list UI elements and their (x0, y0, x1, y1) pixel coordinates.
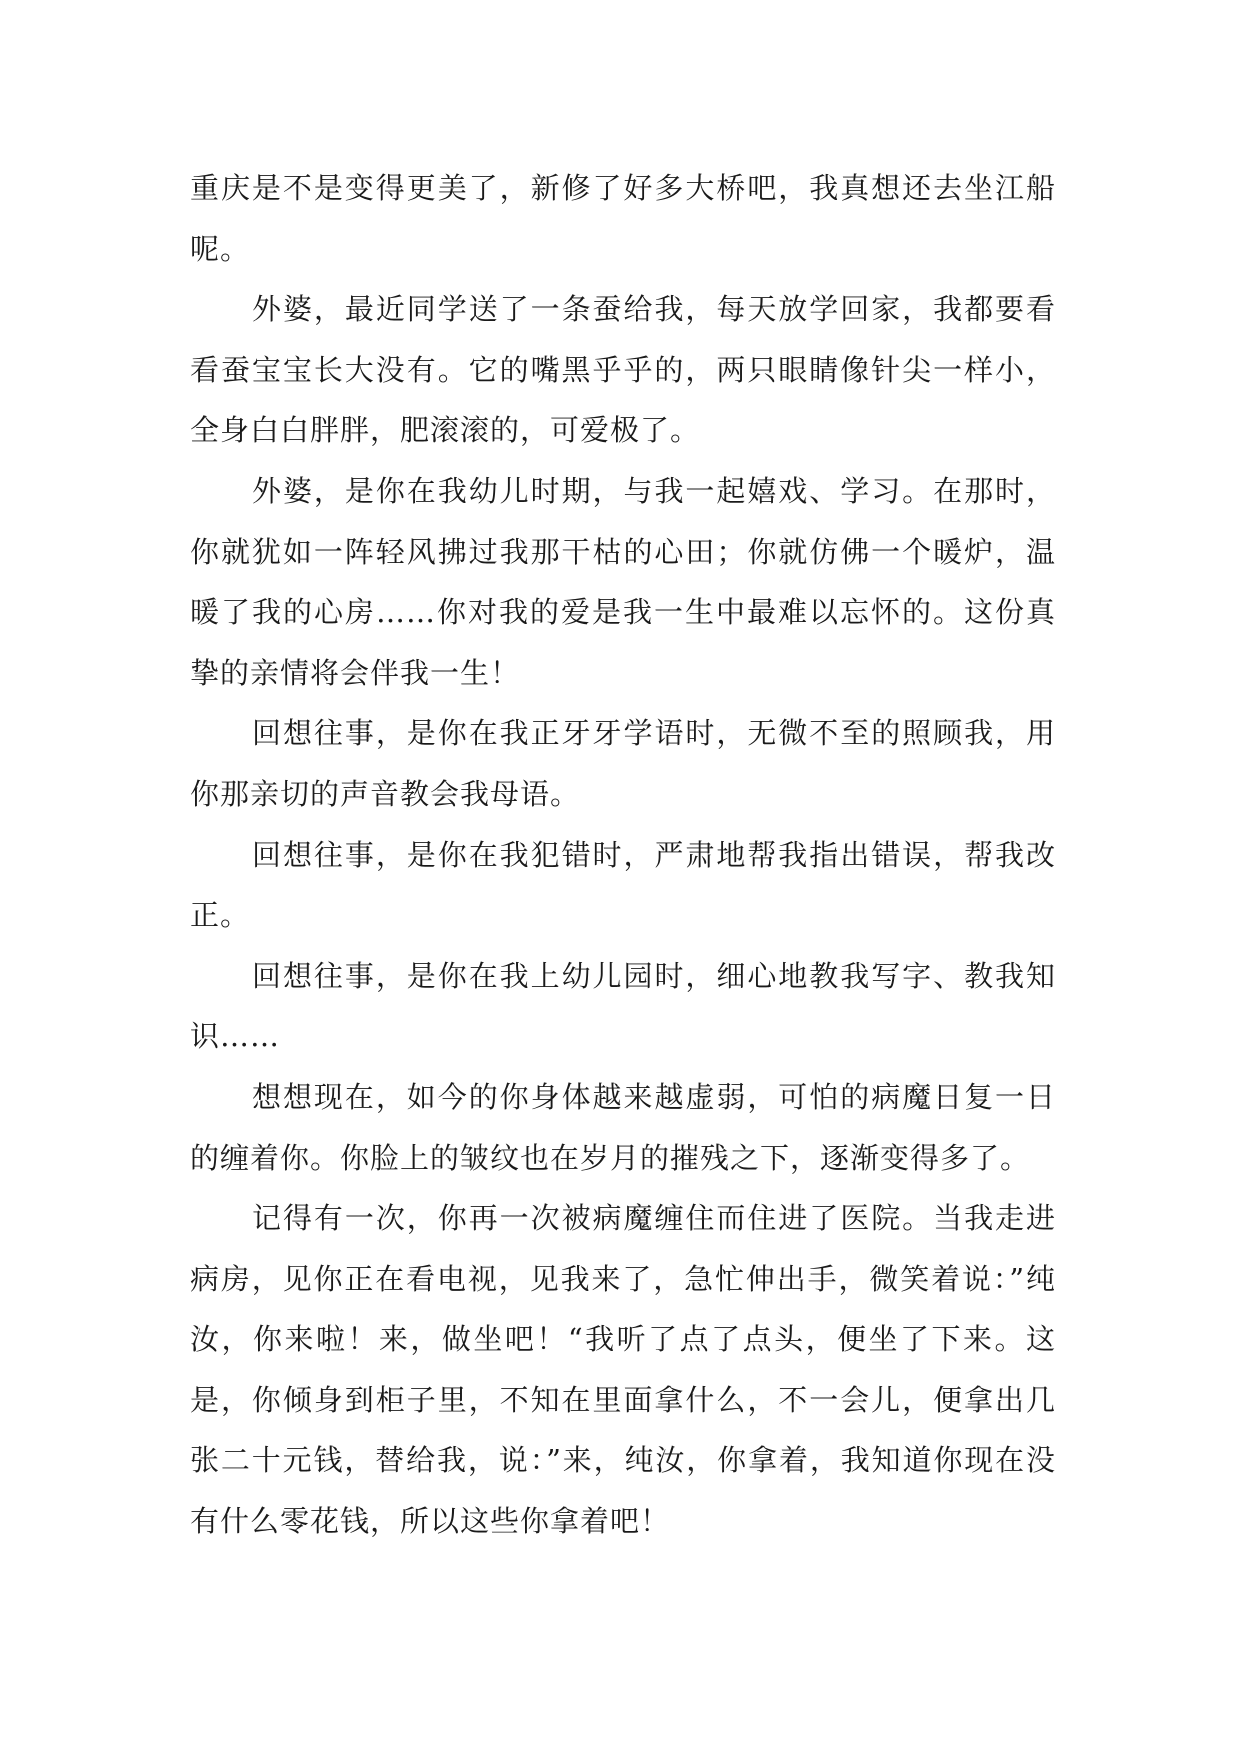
paragraph-4: 回想往事，是你在我正牙牙学语时，无微不至的照顾我，用你那亲切的声音教会我母语。 (190, 716, 1056, 811)
paragraph-2: 外婆，最近同学送了一条蚕给我，每天放学回家，我都要看看蚕宝宝长大没有。它的嘴黑乎乎的，两只眼睛像针尖一样小，全身白白胖胖，肥滚滚的，可爱极了。 (190, 292, 1056, 448)
paragraph-1: 重庆是不是变得更美了，新修了好多大桥吧，我真想还去坐江船呢。 (190, 171, 1056, 266)
paragraph-7: 想想现在，如今的你身体越来越虚弱，可怕的病魔日复一日的缠着你。你脸上的皱纹也在岁月的摧残之下，逐渐变得多了。 (190, 1079, 1056, 1175)
paragraph-5: 回想往事，是你在我犯错时，严肃地帮我指出错误，帮我改正。 (190, 837, 1056, 933)
document-body (190, 158, 1056, 1552)
paragraph-3: 外婆，是你在我幼儿时期，与我一起嬉戏、学习。在那时，你就犹如一阵轻风拂过我那干枯的心田；你就仿佛一个暖炉，温暖了我的心房……你对我的爱是我一生中最难以忘怀的。这份真挚的亲情将会伴我一生！ (190, 473, 1056, 690)
paragraph-8: 记得有一次，你再一次被病魔缠住而住进了医院。当我走进病房，见你正在看电视，见我来了，急忙伸出手，微笑着说：”纯汝，你来啦！来，做坐吧！“我听了点了点头，便坐了下来。这是，你倾身到柜子里，不知在里面拿什么，不一会儿，便拿出几张二十元钱，替给我，说：”来，纯汝，你拿着，我知道你现在没有什么零花钱，所以这些你拿着吧！ (190, 1201, 1056, 1539)
paragraph-6: 回想往事，是你在我上幼儿园时，细心地教我写字、教我知识…… (190, 958, 1056, 1054)
